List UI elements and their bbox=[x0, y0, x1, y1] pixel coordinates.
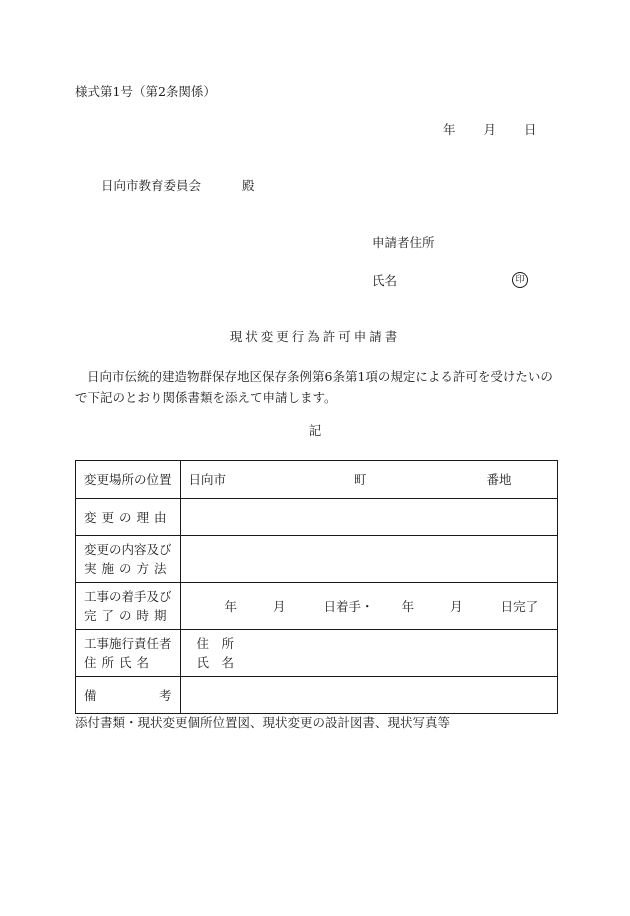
end-day: 日完了 bbox=[500, 598, 539, 614]
location-town: 町 bbox=[354, 472, 367, 487]
document-title: 現状変更行為許可申請書 bbox=[229, 329, 401, 344]
ki-heading: 記 bbox=[308, 423, 322, 438]
manager-address: 住 所 bbox=[196, 636, 235, 651]
seal-mark: 印 bbox=[512, 272, 528, 288]
manager-value bbox=[180, 630, 557, 677]
content-label bbox=[76, 536, 181, 583]
manager-label bbox=[76, 630, 181, 677]
content-label-line2: 実施の方法 bbox=[84, 561, 172, 576]
form-number: 様式第1号（第2条関係） bbox=[75, 84, 216, 99]
manager-label-line2: 住所氏名 bbox=[84, 655, 155, 670]
remarks-label-1: 備 bbox=[84, 687, 97, 703]
start-day: 日着手・ bbox=[323, 598, 374, 614]
addressee: 日向市教育委員会 bbox=[101, 178, 202, 193]
remarks-label bbox=[76, 677, 181, 714]
table-row bbox=[76, 583, 558, 630]
application-table bbox=[75, 460, 558, 714]
content-value bbox=[180, 536, 557, 583]
period-label-line2: 完了の時期 bbox=[84, 608, 172, 623]
honorific: 殿 bbox=[242, 178, 255, 193]
start-month: 月 bbox=[273, 598, 286, 614]
remarks-value bbox=[180, 677, 557, 714]
period-label bbox=[76, 583, 181, 630]
date-year: 年 bbox=[443, 122, 456, 137]
body-text: 日向市伝統的建造物群保存地区保存条例第6条第1項の規定による許可を受けたいので下記のとおり関係書類を添えて申請します。 bbox=[75, 369, 553, 405]
table-row bbox=[76, 461, 558, 499]
date-line bbox=[443, 124, 537, 137]
date-day: 日 bbox=[524, 122, 537, 137]
end-month: 月 bbox=[450, 598, 463, 614]
reason-value bbox=[180, 499, 557, 536]
date-month: 月 bbox=[483, 122, 497, 137]
applicant-address-label: 申請者住所 bbox=[372, 235, 435, 250]
remarks-label-2: 考 bbox=[159, 687, 172, 703]
location-banchi: 番地 bbox=[486, 472, 512, 487]
table-row bbox=[76, 677, 558, 714]
table-row bbox=[76, 536, 558, 583]
applicant-name-label: 氏名 bbox=[372, 273, 398, 288]
location-value bbox=[180, 461, 557, 499]
reason-label: 変更の理由 bbox=[76, 499, 181, 536]
end-year: 年 bbox=[401, 598, 415, 614]
table-row bbox=[76, 499, 558, 536]
manager-name: 氏 名 bbox=[196, 655, 235, 670]
location-city: 日向市 bbox=[188, 472, 227, 487]
table-row bbox=[76, 630, 558, 677]
content-label-line1: 変更の内容及び bbox=[84, 542, 172, 557]
period-value bbox=[180, 583, 557, 630]
period-label-line1: 工事の着手及び bbox=[84, 589, 172, 604]
attachments-note: 添付書類・現状変更個所位置図、現状変更の設計図書、現状写真等 bbox=[75, 715, 451, 730]
manager-label-line1: 工事施行責任者 bbox=[84, 636, 172, 651]
location-label: 変更場所の位置 bbox=[76, 461, 181, 499]
start-year: 年 bbox=[224, 598, 238, 614]
